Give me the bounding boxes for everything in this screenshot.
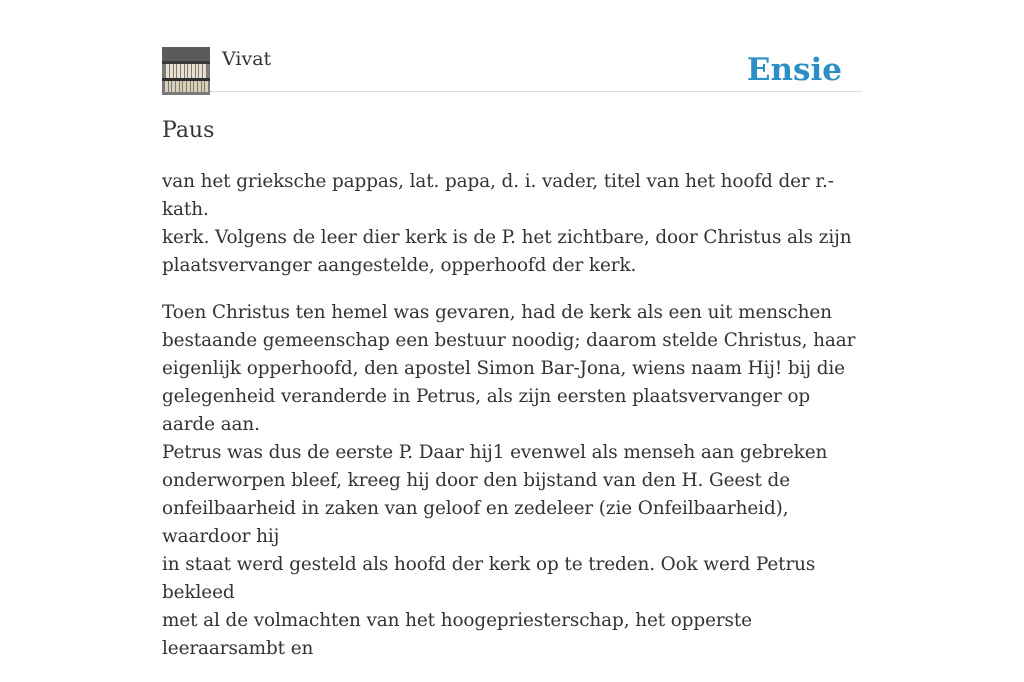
page-title: Paus	[162, 118, 215, 143]
article-body	[162, 168, 866, 682]
text-line: onderworpen bleef, kreeg hij door den bijstand van den H. Geest de	[162, 470, 790, 491]
brand-logo-link[interactable]: Ensie	[746, 52, 842, 88]
text-line: Toen Christus ten hemel was gevaren, had de kerk als een uit menschen	[162, 302, 832, 323]
text-line: met al de volmachten van het hoogepriesterschap, het opperste leeraarsambt en	[162, 610, 752, 659]
text-line: Petrus was dus de eerste P. Daar hij1 evenwel als menseh aan gebreken	[162, 442, 828, 463]
text-line: bestaande gemeenschap een bestuur noodig; daarom stelde Christus, haar	[162, 330, 856, 351]
bookshelf-avatar-icon	[162, 47, 210, 95]
paragraph-2	[162, 299, 866, 663]
text-line: onfeilbaarheid in zaken van geloof en zedeleer (zie Onfeilbaarheid), waardoor hij	[162, 498, 789, 547]
text-line: gelegenheid veranderde in Petrus, als zijn eersten plaatsvervanger op aarde aan.	[162, 386, 811, 435]
header	[162, 47, 862, 92]
text-line: plaatsvervanger aangestelde, opperhoofd der kerk.	[162, 255, 637, 276]
text-line: in staat werd gesteld als hoofd der kerk op te treden. Ook werd Petrus bekleed	[162, 554, 816, 603]
paragraph-1	[162, 168, 866, 280]
author-link[interactable]: Vivat	[222, 48, 272, 70]
text-line: eigenlijk opperhoofd, den apostel Simon Bar-Jona, wiens naam Hij! bij die	[162, 358, 845, 379]
text-line: van het grieksche pappas, lat. papa, d. i. vader, titel van het hoofd der r.-kath.	[162, 171, 834, 220]
avatar[interactable]	[162, 47, 210, 95]
text-line: kerk. Volgens de leer dier kerk is de P. het zichtbare, door Christus als zijn	[162, 227, 852, 248]
